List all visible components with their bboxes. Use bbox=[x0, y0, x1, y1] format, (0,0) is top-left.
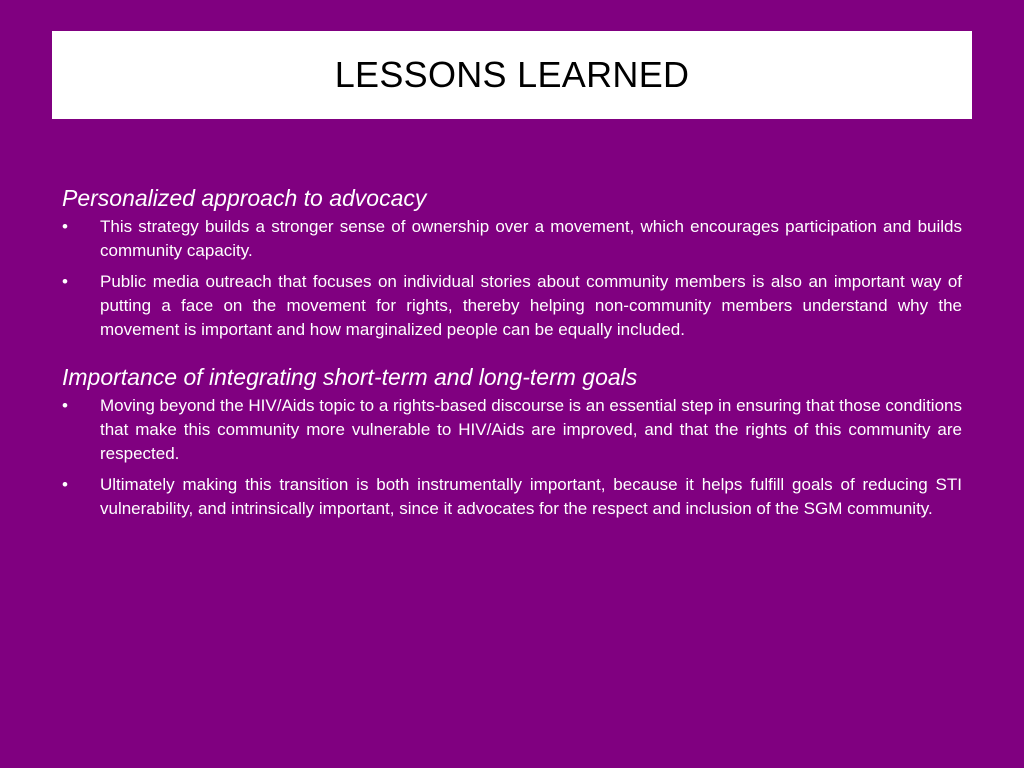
bullet-text: Moving beyond the HIV/Aids topic to a rights-based discourse is an essential step in ensuring that those conditions that make this community more vulnerable to HIV/Aids are improved, and that the rights of this community are respected. bbox=[100, 396, 962, 463]
bullet-text: Ultimately making this transition is both instrumentally important, because it helps fulfill goals of reducing STI vulnerability, and intrinsically important, since it advocates for the respect and inclusion of the SGM community. bbox=[100, 475, 962, 518]
bullet-icon: • bbox=[62, 272, 68, 291]
section-personalized-approach bbox=[62, 183, 962, 342]
bullet-item bbox=[62, 270, 962, 342]
bullet-list bbox=[62, 394, 962, 521]
bullet-item bbox=[62, 473, 962, 521]
slide-content bbox=[62, 183, 962, 541]
section-heading: Importance of integrating short-term and long-term goals bbox=[62, 364, 638, 390]
title-box bbox=[52, 31, 972, 119]
bullet-list bbox=[62, 215, 962, 342]
bullet-text: Public media outreach that focuses on individual stories about community members is also an important way of putting a face on the movement for rights, thereby helping non-community members understand why the movement is important and how marginalized people can be equally included. bbox=[100, 272, 962, 339]
bullet-icon: • bbox=[62, 475, 68, 494]
bullet-text: This strategy builds a stronger sense of ownership over a movement, which encourages participation and builds community capacity. bbox=[100, 217, 962, 260]
bullet-item bbox=[62, 215, 962, 263]
section-heading: Personalized approach to advocacy bbox=[62, 185, 427, 211]
slide-title: LESSONS LEARNED bbox=[334, 54, 690, 95]
bullet-item bbox=[62, 394, 962, 466]
bullet-icon: • bbox=[62, 217, 68, 236]
section-short-long-term-goals bbox=[62, 362, 962, 521]
bullet-icon: • bbox=[62, 396, 68, 415]
